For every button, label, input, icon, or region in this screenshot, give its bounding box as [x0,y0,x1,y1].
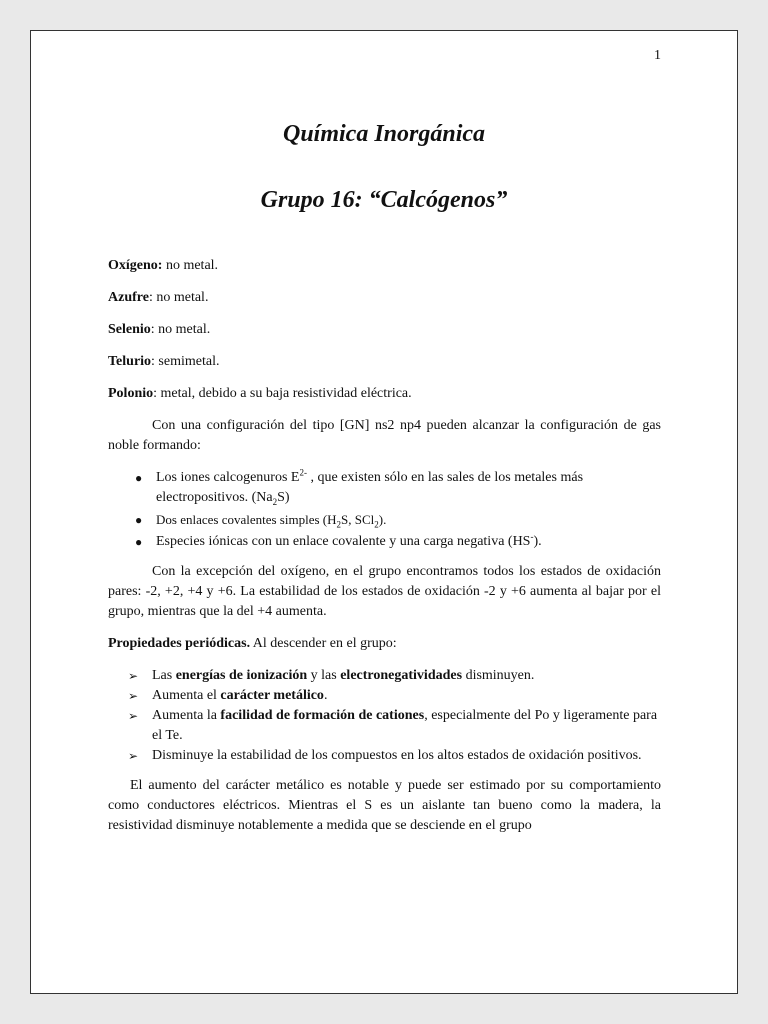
element-sulfur [108,288,661,308]
document-page [30,30,738,994]
bullet-text: Especies iónicas con un enlace covalente y una carga negativa (HS [156,534,531,549]
intro-paragraph: Con una configuración del tipo [GN] ns2 np4 pueden alcanzar la configuración de gas noble formando: [108,418,661,453]
item-text: disminuyen. [462,668,535,683]
bullet-text: Dos enlaces covalentes simples (H [156,512,337,527]
item-text: , especialmente del Po y ligeramente para el Te. [152,708,658,743]
bullet-text: ). [378,512,387,527]
bullet-text: S) [277,490,290,505]
element-name: Telurio [108,354,152,369]
configuration-bullet-list [108,468,661,552]
list-item [108,706,661,746]
heading-rest: Al descender en el grupo: [250,636,397,651]
bullet-icon: ● [135,513,143,527]
element-desc: : metal, debido a su baja resistividad eléctrica. [153,386,412,401]
item-bold: electronegatividades [340,668,463,683]
bullet-text: ). [533,534,542,549]
bullet-text: S, SCl [341,512,375,527]
element-desc: : semimetal. [151,354,220,369]
item-text: Disminuye la estabilidad de los compuestos en los altos estados de oxidación positivos. [152,748,642,763]
page-number: 1 [654,48,661,63]
superscript: 2- [299,467,307,478]
list-item [108,510,661,530]
bullet-icon: ● [135,471,143,485]
bullet-text: Los iones calcogenuros E [156,470,300,485]
document-subtitle: Grupo 16: “Calcógenos” [260,187,508,213]
subscript: 2 [374,519,379,530]
document-body [108,256,661,848]
element-tellurium [108,352,661,372]
arrow-bullet-icon: ➢ [128,709,139,723]
element-desc: : no metal. [150,322,211,337]
element-name: Oxígeno: [108,258,163,273]
bullet-text: , que existen sólo en las sales de los metales más electropositivos. (Na [156,470,584,505]
element-polonium [108,384,661,404]
list-item [108,666,661,686]
properties-list [108,666,661,766]
subscript: 2 [336,519,342,530]
element-name: Selenio [108,322,151,337]
arrow-bullet-icon: ➢ [128,689,139,703]
element-desc: no metal. [162,258,219,273]
element-desc: : no metal. [148,290,209,305]
properties-heading [108,634,661,654]
item-text: Aumenta el [152,688,221,703]
list-item [108,746,661,766]
item-text: y las [307,668,341,683]
document-title: Química Inorgánica [282,121,486,147]
item-text: Aumenta la [152,708,221,723]
subscript: 2 [272,496,278,507]
item-bold: carácter metálico [220,688,324,703]
item-text: Las [152,668,176,683]
bullet-icon: ● [135,535,143,549]
element-name: Polonio [108,386,154,401]
item-text: . [323,688,328,703]
element-oxygen [108,256,661,276]
item-bold: facilidad de formación de cationes [220,708,425,723]
item-bold: energías de ionización [175,668,308,683]
heading-bold: Propiedades periódicas. [108,636,251,651]
superscript: - [530,531,534,542]
list-item [108,686,661,706]
element-selenium [108,320,661,340]
arrow-bullet-icon: ➢ [128,749,139,763]
closing-paragraph: El aumento del carácter metálico es notable y puede ser estimado por su comportamiento como conductores eléctricos. Mientras el S es un aislante tan bueno como la madera, la resistividad disminuye notablemente a medida que se desciende en el grupo [108,778,661,833]
list-item [108,532,661,552]
arrow-bullet-icon: ➢ [128,669,139,683]
element-name: Azufre [108,290,149,305]
list-item [108,468,661,508]
oxidation-paragraph: Con la excepción del oxígeno, en el grupo encontramos todos los estados de oxidación pares: -2, +2, +4 y +6. La estabilidad de los estados de oxidación -2 y +6 aumenta al bajar por el grupo, mientras que la del +4 aumenta. [108,564,661,619]
